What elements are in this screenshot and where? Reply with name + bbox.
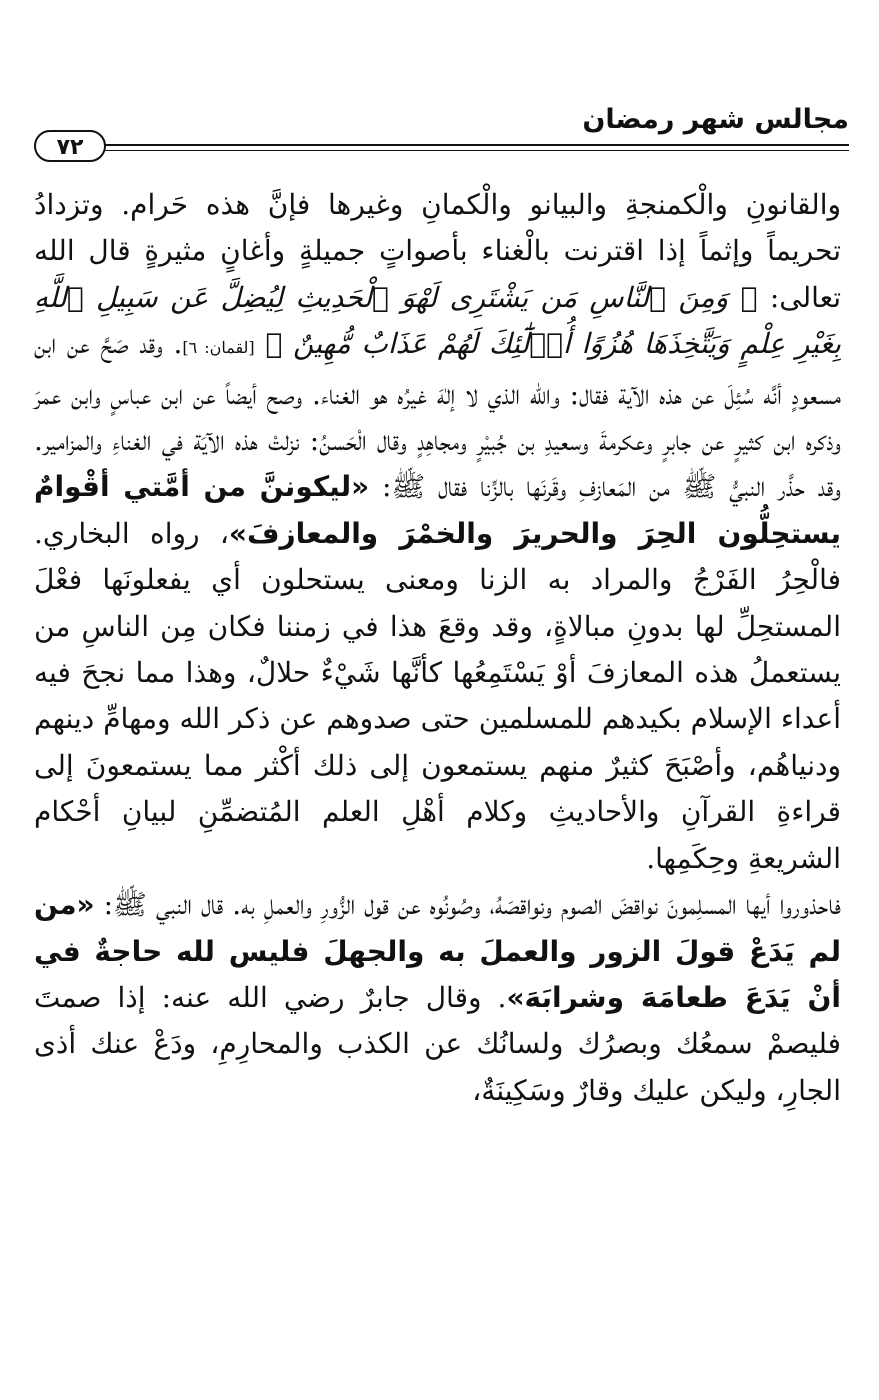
paragraph-text: فاحذوروا أيها المسلِمونَ نواقضَ الصوم ونواقصَهُ، وصُونُوه عن قول الزُّورِ والعملِ به. قال النبي ﷺ: (103, 888, 842, 922)
header-rule (104, 144, 849, 146)
body-text (34, 182, 841, 1114)
running-title: مجالس شهر رمضان (582, 104, 849, 135)
paragraph (34, 882, 841, 1114)
paragraph-text: ، رواه البخاري. فالْحِرُ الفَرْجُ والمراد به الزنا ومعنى يستحلون أي يفعلونَها فعْلَ المستحِلِّ لها بدونِ مبالاةٍ، وقد وقعَ هذا في زمننا فكان مِن الناسِ من يستعملُ هذه المعازفَ أوْ يَسْتَمِعُها كأنَّها شَيْءٌ حلالٌ، وهذا مما نجحَ فيه أعداء الإسلام بكيدهم للمسلمين حتى صدوهم عن ذكر الله ومهامِّ دينهم ودنياهُم، وأصْبَحَ كثيرٌ منهم يستمعون إلى ذلك أكْثر مما يستمعونَ إلى قراءةِ القرآنِ والأحاديثِ وكلام أهْلِ العلم المُتضمِّنِ لبيانِ أحْكام الشريعةِ وحِكَمِها. (34, 516, 841, 875)
paragraph-text: . وقال جابرٌ رضي الله عنه: إذا صمتَ فليصمْ سمعُك وبصرُك ولسانُك عن الكذب والمحارِمِ، ودَعْ عنك أذى الجارِ، وليكن عليك وقارٌ وسَكِينَةٌ، (34, 980, 841, 1107)
hadith-quote: «ليكوننَّ من أمَّتي أقْوامٌ يستحِلُّون الحِرَ والحريرَ والخمْرَ والمعازفَ» (34, 470, 841, 550)
quran-verse: ﴿ وَمِنَ ٱلنَّاسِ مَن يَشْتَرِى لَهْوَ ٱلْحَدِيثِ لِيُضِلَّ عَن سَبِيلِ ٱللَّهِ بِغَيْرِ عِلْمٍ وَيَتَّخِذَهَا هُزُوًا أُو۟لَٰٓئِكَ لَهُمْ عَذَابٌ مُّهِينٌ ﴾ (34, 280, 841, 361)
paragraph-text: . وقد صَحَّ عن ابن مسعودٍ أنَّه سُئِلَ عن هذه الآية فقال: والله الذي لا إلٰهَ غيرُه هو الغناء. وصح أيضاً عن ابن عباسٍ وابن عمرَ وذكره ابن كثيرٍ عن جابرٍ وعكرمةَ وسعيدِ بن جُبيْرٍ ومجاهِدٍ وقال الْحَسنُ: نزلتْ هذه الآيَة في الغناءِ والمزامير. وقد حذَّر النبيُّ ﷺ من المَعازفِ وقَرنَها بالزِّنا فقال ﷺ: (34, 327, 841, 504)
paragraph-text: والقانونِ والْكمنجةِ والبيانو والْكمانِ وغيرها فإنَّ هذه حَرام. وتزدادُ تحريماً وإثماً إذا اقترنت بالْغناء بأصواتٍ جميلةٍ وأغانٍ مثيرةٍ قال الله تعالى: (34, 188, 842, 314)
paragraph (34, 182, 841, 882)
page-number: ٧٢ (34, 130, 106, 162)
header-rule-thin (104, 150, 849, 151)
page-header (34, 100, 849, 190)
verse-reference: [لقمان: ٦] (182, 338, 255, 358)
hadith-quote: «من لم يَدَعْ قولَ الزور والعملَ به والجهلَ فليس لله حاجةٌ في أنْ يَدَعَ طعامَهَ وشرابَهَ» (34, 888, 841, 1014)
